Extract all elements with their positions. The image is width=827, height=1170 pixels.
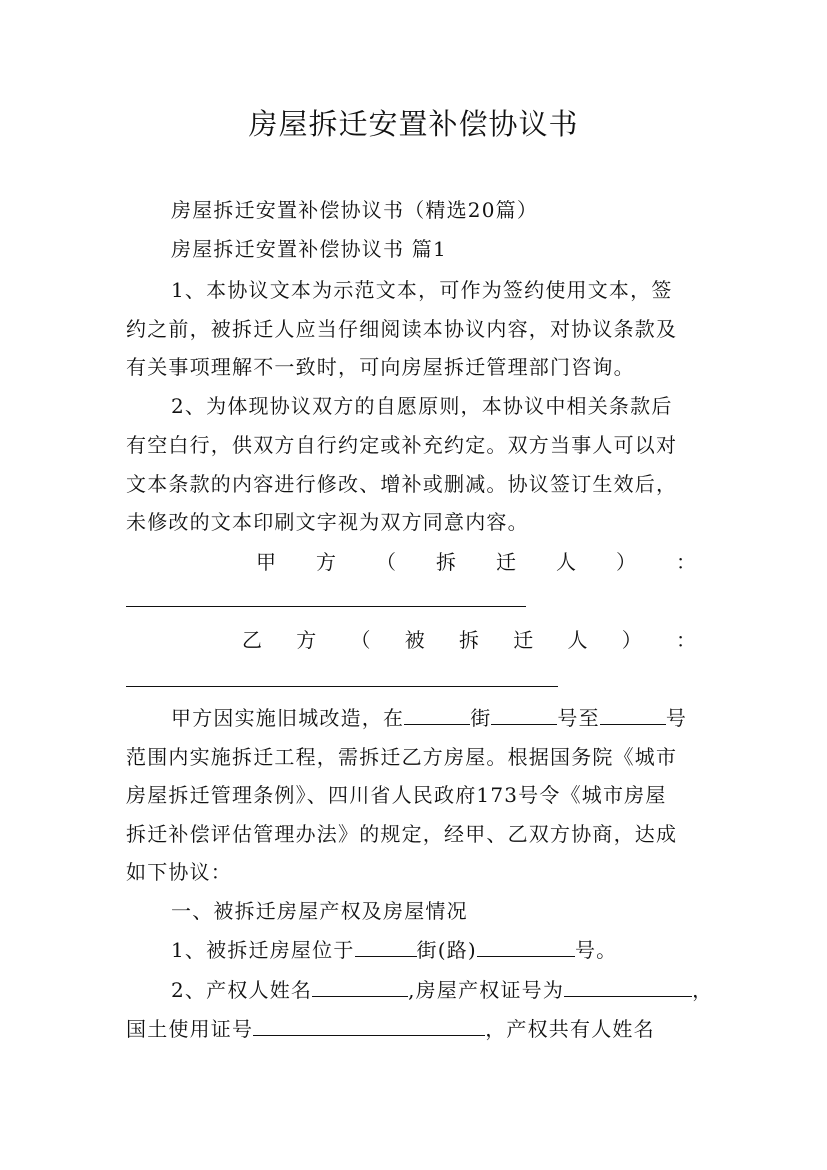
item-2-line-1: [171, 976, 714, 1004]
paragraph-3-line-3: 房屋拆迁管理条例》、四川省人民政府173号令《城市房屋: [126, 783, 667, 807]
party-a-char: 迁: [496, 550, 516, 574]
text-segment: 国土使用证号: [126, 1017, 254, 1041]
party-a-char: 拆: [436, 550, 456, 574]
party-a-char: 方: [316, 550, 336, 574]
paragraph-1-line-2: 约之前，被拆迁人应当仔细阅读本协议内容，对协议条款及: [126, 317, 678, 341]
text-segment: 号。: [574, 938, 618, 962]
text-segment: ，产权共有人姓名: [485, 1017, 655, 1041]
party-b-char: 方: [296, 628, 317, 652]
blank-field: [404, 704, 470, 725]
blank-field: [253, 1015, 485, 1036]
item-1: [171, 936, 711, 964]
blank-field: [355, 936, 417, 957]
party-a-char: ：: [676, 550, 696, 574]
paragraph-1-line-1: 1、本协议文本为示范文本，可作为签约使用文本，签: [171, 278, 673, 302]
party-b-char: 被: [404, 628, 425, 652]
party-b-char: 乙: [242, 628, 262, 652]
party-a-char: 人: [556, 550, 576, 574]
paragraph-3-line-4: 拆迁补偿评估管理办法》的规定，经甲、乙双方协商，达成: [126, 822, 678, 846]
text-segment: 1、被拆迁房屋位于: [171, 938, 355, 962]
party-a-char: ）: [616, 550, 636, 574]
text-segment: 号: [665, 706, 688, 730]
paragraph-3-line-5: 如下协议：: [126, 860, 232, 884]
paragraph-2-line-1: 2、为体现协议双方的自愿原则，本协议中相关条款后: [171, 394, 673, 418]
party-a-char: 甲: [256, 550, 276, 574]
party-a-char: （: [376, 550, 396, 574]
party-b-char: ）: [621, 628, 642, 652]
blank-field: [491, 704, 557, 725]
chapter-heading: 房屋拆迁安置补偿协议书 篇1: [171, 237, 447, 261]
paragraph-2-line-2: 有空白行，供双方自行约定或补充约定。双方当事人可以对: [126, 433, 678, 457]
party-b-label: [242, 626, 696, 654]
party-a-label: [256, 548, 696, 576]
blank-field: [564, 976, 692, 997]
item-2-line-2: [126, 1015, 711, 1043]
party-b-char: 人: [567, 628, 588, 652]
blank-field: [312, 976, 408, 997]
text-segment: 号至: [557, 706, 600, 730]
paragraph-1-line-3: 有关事项理解不一致时，可向房屋拆迁管理部门咨询。: [126, 355, 635, 379]
text-segment: 2、产权人姓名: [171, 978, 313, 1002]
text-segment: ，: [692, 978, 714, 1002]
paragraph-2-line-4: 未修改的文本印刷文字视为双方同意内容。: [126, 510, 529, 534]
paragraph-3-line-2: 范围内实施拆迁工程，需拆迁乙方房屋。根据国务院《城市: [126, 745, 678, 769]
text-segment: 街(路): [416, 938, 477, 962]
text-segment: 甲方因实施旧城改造，在: [171, 706, 405, 730]
party-b-char: 迁: [513, 628, 534, 652]
text-segment: ,房屋产权证号为: [408, 978, 565, 1002]
page-title: 房屋拆迁安置补偿协议书: [248, 107, 579, 141]
section-heading-1: 一、被拆迁房屋产权及房屋情况: [171, 899, 468, 923]
paragraph-3-line-1: [171, 704, 711, 732]
blank-field: [600, 704, 666, 725]
party-b-char: ：: [676, 628, 696, 652]
party-b-char: （: [350, 628, 371, 652]
text-segment: 街: [470, 706, 492, 730]
blank-field: [477, 936, 575, 957]
party-a-blank: [126, 606, 526, 607]
paragraph-2-line-3: 文本条款的内容进行修改、增补或删减。协议签订生效后，: [126, 472, 678, 496]
party-b-char: 拆: [459, 628, 479, 652]
party-b-blank: [126, 686, 558, 687]
doc-subtitle: 房屋拆迁安置补偿协议书（精选20篇）: [171, 198, 539, 222]
